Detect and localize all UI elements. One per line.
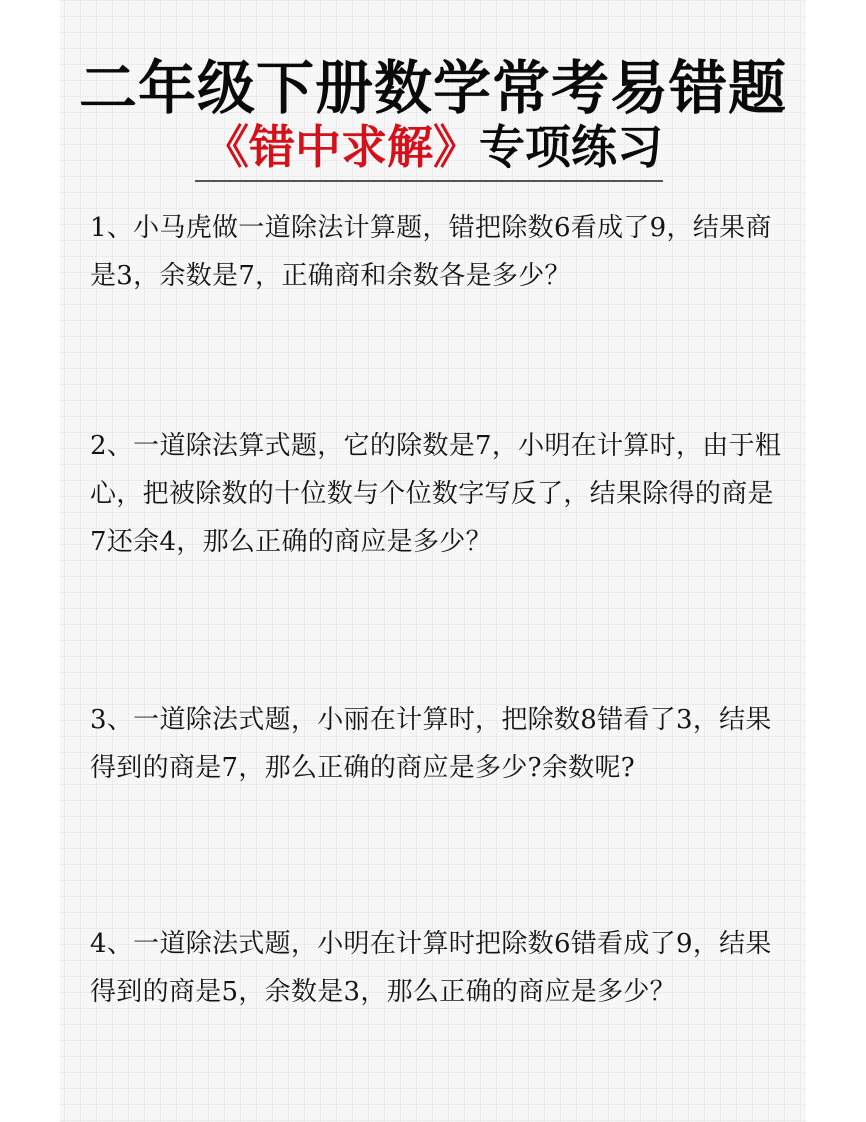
question-4: 4、一道除法式题，小明在计算时把除数6错看成了9，结果得到的商是5，余数是3，那么正确的商应是多少？ (90, 929, 772, 1007)
subtitle-highlight: 《错中求解》 (203, 120, 479, 174)
title-divider (195, 180, 663, 182)
question-2: 2、一道除法算式题，它的除数是7，小明在计算时，由于粗心，把被除数的十位数与个位数字写反了，结果除得的商是7还余4，那么正确的商应是多少？ (90, 431, 782, 557)
question-1: 1、小马虎做一道除法计算题，错把除数6看成了9，结果商是3，余数是7，正确商和余数各是多少？ (90, 213, 772, 291)
subtitle-text: 专项练习 (479, 120, 663, 174)
page-subtitle (0, 116, 866, 178)
question-3: 3、一道除法式题，小丽在计算时，把除数8错看了3，结果得到的商是7，那么正确的商应是多少?余数呢? (90, 705, 772, 783)
page-title: 二年级下册数学常考易错题 (78, 54, 787, 122)
